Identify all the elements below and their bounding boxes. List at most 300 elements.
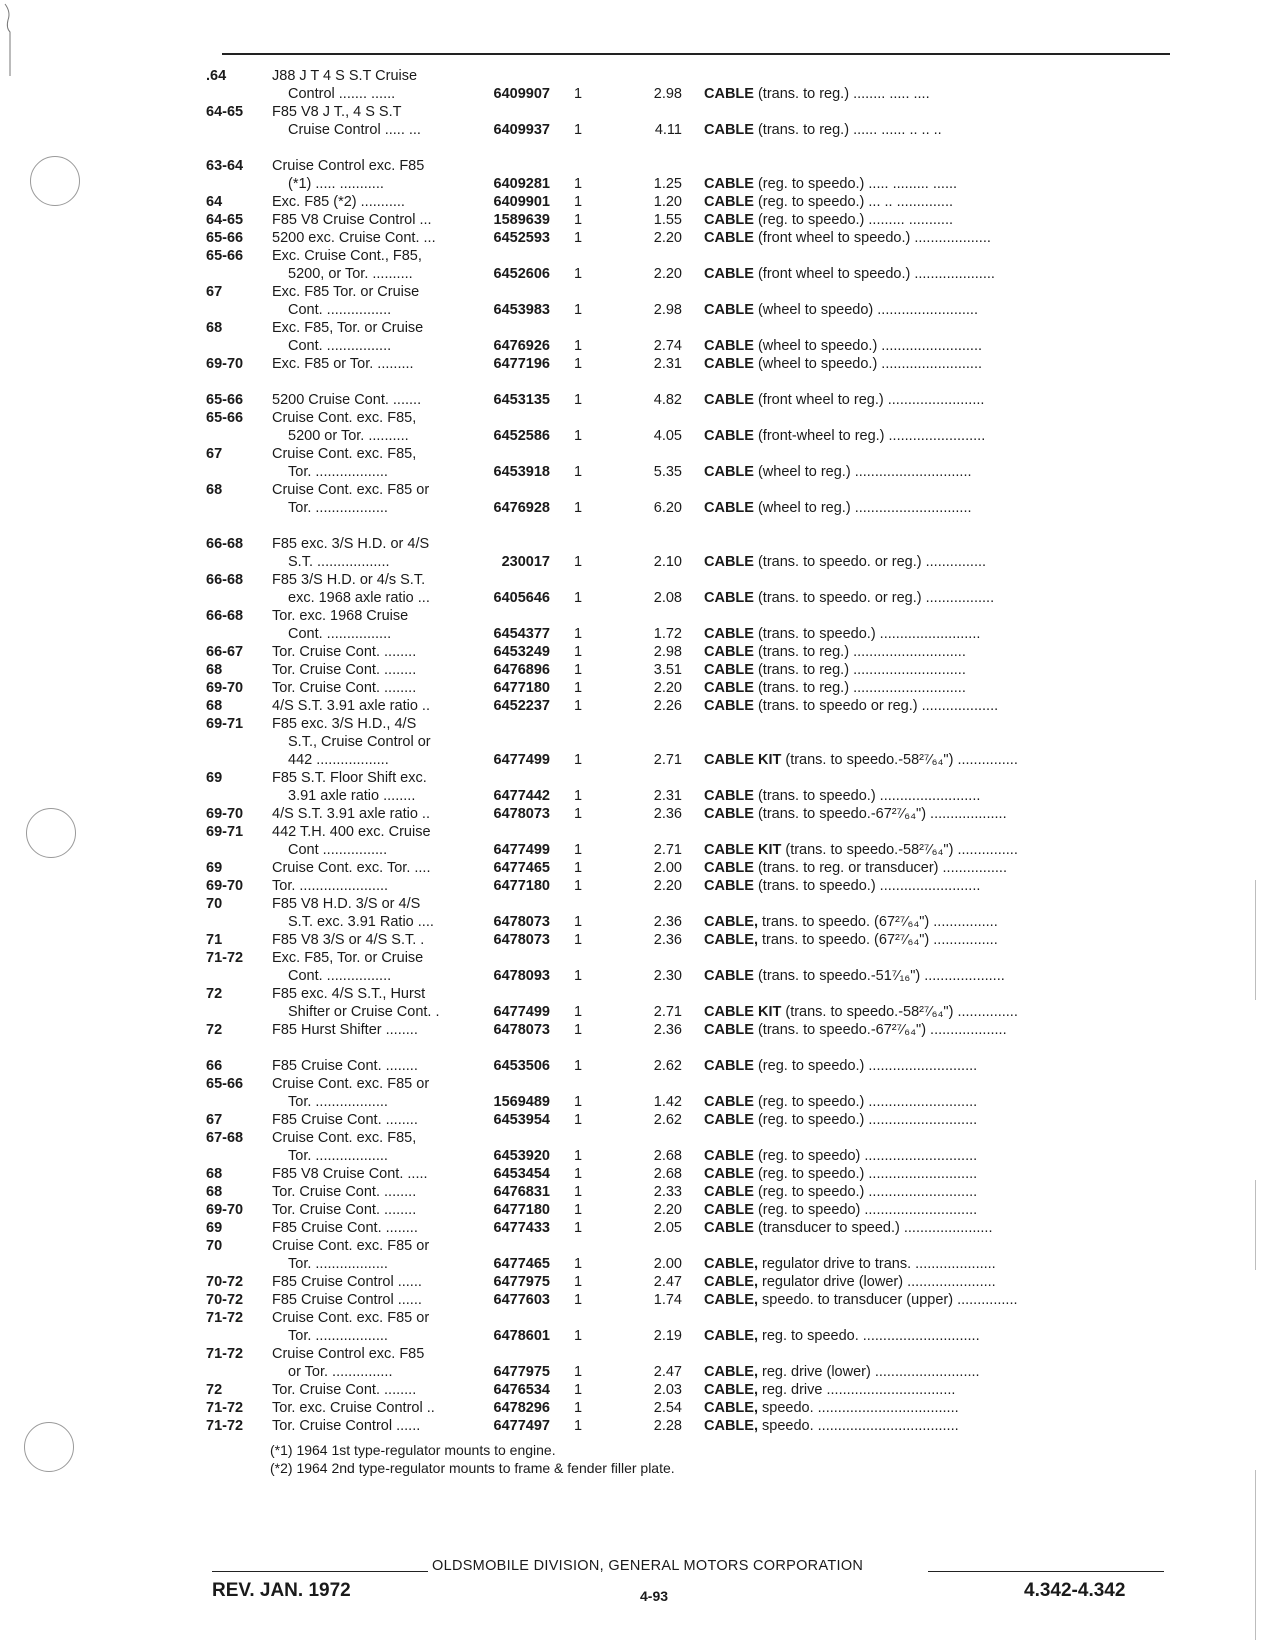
part-name-bold: CABLE	[704, 968, 754, 984]
application-description: S.T. exc. 3.91 Ratio ....	[288, 914, 434, 930]
price: 2.68	[653, 1166, 682, 1182]
part-name	[704, 1380, 1130, 1400]
table-row	[0, 696, 1272, 716]
table-row	[0, 984, 1272, 1004]
model-year: 68	[206, 1166, 223, 1182]
price: 2.20	[653, 230, 682, 246]
quantity: 1	[573, 914, 583, 930]
model-year: 65-66	[206, 248, 244, 264]
part-number: 6478601	[493, 1328, 550, 1344]
part-name-bold: CABLE	[704, 662, 754, 678]
part-name	[704, 462, 1130, 482]
price: 2.47	[653, 1274, 682, 1290]
table-row	[0, 246, 1272, 266]
application-description: F85 Hurst Shifter ........	[272, 1022, 418, 1038]
part-name-detail: (reg. to speedo.) ......... ...........	[753, 212, 954, 228]
model-year: 68	[206, 698, 223, 714]
part-name-bold: CABLE,	[704, 932, 758, 948]
application-description: Tor. exc. Cruise Control ..	[272, 1400, 435, 1416]
part-number: 6452586	[493, 428, 550, 444]
application-description: F85 Cruise Control ......	[272, 1292, 422, 1308]
table-row	[0, 354, 1272, 374]
application-description: 5200 or Tor. ..........	[288, 428, 409, 444]
part-name-detail: reg. drive (lower) ..........................	[757, 1364, 980, 1380]
part-number: 6477975	[493, 1364, 550, 1380]
model-year: 71-72	[206, 950, 244, 966]
model-year: 68	[206, 482, 223, 498]
table-row	[0, 462, 1272, 482]
part-name-bold: CABLE	[704, 266, 754, 282]
table-row	[0, 894, 1272, 914]
part-name-detail: (trans. to speedo. or reg.) ...............	[753, 554, 987, 570]
quantity: 1	[573, 1094, 583, 1110]
part-name-bold: CABLE	[704, 122, 754, 138]
part-name-detail: (trans. to speedo.-58²⁷⁄₆₄") ...............	[781, 1004, 1018, 1020]
table-row	[0, 930, 1272, 950]
price: 4.82	[653, 392, 682, 408]
application-description: Cont. ................	[288, 968, 392, 984]
price: 2.19	[653, 1328, 682, 1344]
table-row	[0, 336, 1272, 356]
part-number: 6452593	[493, 230, 550, 246]
model-year: 70-72	[206, 1274, 244, 1290]
footer-rule-right	[928, 1571, 1164, 1572]
part-name	[704, 930, 1130, 950]
application-description: (*1) ..... ...........	[288, 176, 384, 192]
price: 2.62	[653, 1112, 682, 1128]
price: 2.31	[653, 356, 682, 372]
model-year: 65-66	[206, 410, 244, 426]
table-row	[0, 534, 1272, 554]
part-name	[704, 1182, 1130, 1202]
model-year: 66-68	[206, 572, 244, 588]
part-number: 6453135	[493, 392, 550, 408]
model-year: 71-72	[206, 1418, 244, 1434]
part-number: 6453920	[493, 1148, 550, 1164]
application-description: Cont. ................	[288, 626, 392, 642]
application-description: F85 exc. 3/S H.D. or 4/S	[272, 536, 430, 552]
part-name-detail: (reg. to speedo.) ...........................	[753, 1184, 978, 1200]
quantity: 1	[573, 1148, 583, 1164]
model-year: 71	[206, 932, 223, 948]
part-name-bold: CABLE,	[704, 1418, 758, 1434]
application-description: Tor. Cruise Cont. ........	[272, 1202, 417, 1218]
application-description: 4/S S.T. 3.91 axle ratio ..	[272, 698, 430, 714]
table-row	[0, 1200, 1272, 1220]
part-name-detail: (trans. to speedo.) .........................	[753, 626, 981, 642]
application-description: F85 V8 J T., 4 S S.T	[272, 104, 402, 120]
quantity: 1	[573, 500, 583, 516]
part-name	[704, 1272, 1130, 1292]
model-year: 71-72	[206, 1310, 244, 1326]
quantity: 1	[573, 1202, 583, 1218]
part-number: 6477499	[493, 842, 550, 858]
model-year: 69-70	[206, 680, 244, 696]
application-description: Tor. ..................	[288, 1148, 388, 1164]
part-name	[704, 588, 1130, 608]
table-row	[0, 1128, 1272, 1148]
part-name	[704, 1290, 1130, 1310]
model-year: 68	[206, 320, 223, 336]
part-name	[704, 1020, 1130, 1040]
table-row	[0, 1092, 1272, 1112]
part-name-detail: speedo. to transducer (upper) ...............	[757, 1292, 1018, 1308]
table-row	[0, 228, 1272, 248]
part-name	[704, 1056, 1130, 1076]
table-row	[0, 1164, 1272, 1184]
model-year: 69-70	[206, 806, 244, 822]
application-description: Tor. Cruise Cont. ........	[272, 1382, 417, 1398]
application-description: F85 V8 Cruise Control ...	[272, 212, 432, 228]
price: 2.98	[653, 302, 682, 318]
application-description: or Tor. ...............	[288, 1364, 393, 1380]
application-description: Shifter or Cruise Cont. .	[288, 1004, 440, 1020]
part-name	[704, 210, 1130, 230]
model-year: 70	[206, 896, 223, 912]
application-description: Tor. Cruise Cont. ........	[272, 680, 417, 696]
part-name-bold: CABLE	[704, 464, 754, 480]
model-year: 69-71	[206, 824, 244, 840]
part-name-detail: (trans. to reg.) ...... ...... .. .. ..	[753, 122, 942, 138]
part-name	[704, 1326, 1130, 1346]
model-year: 64-65	[206, 104, 244, 120]
application-description: Control ....... ......	[288, 86, 396, 102]
application-description: F85 Cruise Cont. ........	[272, 1220, 418, 1236]
application-description: Tor. Cruise Cont. ........	[272, 644, 417, 660]
part-name-detail: (trans. to speedo.-58²⁷⁄₆₄") ...............	[781, 752, 1018, 768]
application-description: J88 J T 4 S S.T Cruise	[272, 68, 418, 84]
table-row	[0, 1272, 1272, 1292]
table-row	[0, 1020, 1272, 1040]
application-description: Tor. Cruise Cont. ........	[272, 1184, 417, 1200]
quantity: 1	[573, 1364, 583, 1380]
model-year: 64-65	[206, 212, 244, 228]
part-name-detail: (wheel to speedo) .........................	[753, 302, 978, 318]
table-row	[0, 948, 1272, 968]
price: 1.42	[653, 1094, 682, 1110]
part-name-detail: (reg. to speedo.) ...........................	[753, 1166, 978, 1182]
part-number: 6453454	[493, 1166, 550, 1182]
part-name-bold: CABLE KIT	[704, 1004, 782, 1020]
part-name	[704, 1362, 1130, 1382]
price: 2.33	[653, 1184, 682, 1200]
price: 2.03	[653, 1382, 682, 1398]
part-number: 6453506	[493, 1058, 550, 1074]
part-name	[704, 660, 1130, 680]
part-name-bold: CABLE	[704, 356, 754, 372]
application-description: F85 Cruise Cont. ........	[272, 1058, 418, 1074]
part-name-bold: CABLE,	[704, 1274, 758, 1290]
part-name	[704, 1416, 1130, 1436]
part-name	[704, 1398, 1130, 1418]
part-name	[704, 1164, 1130, 1184]
price: 2.98	[653, 86, 682, 102]
part-name-detail: regulator drive (lower) ......................	[757, 1274, 996, 1290]
price: 2.10	[653, 554, 682, 570]
part-name	[704, 390, 1130, 410]
application-description: Exc. F85 (*2) ...........	[272, 194, 405, 210]
table-row	[0, 1236, 1272, 1256]
part-number: 1589639	[493, 212, 550, 228]
quantity: 1	[573, 1022, 583, 1038]
part-name-bold: CABLE	[704, 1166, 754, 1182]
price: 4.05	[653, 428, 682, 444]
table-row	[0, 84, 1272, 104]
part-name-detail: (trans. to speedo.-67²⁷⁄₆₄") ...................	[753, 1022, 1007, 1038]
table-row	[0, 1398, 1272, 1418]
price: 2.30	[653, 968, 682, 984]
application-description: Tor. exc. 1968 Cruise	[272, 608, 409, 624]
application-description: Tor. ..................	[288, 1256, 388, 1272]
price: 2.36	[653, 914, 682, 930]
quantity: 1	[573, 122, 583, 138]
table-row	[0, 876, 1272, 896]
price: 2.36	[653, 1022, 682, 1038]
part-name	[704, 300, 1130, 320]
model-year: 70-72	[206, 1292, 244, 1308]
price: 2.47	[653, 1364, 682, 1380]
part-name	[704, 1110, 1130, 1130]
part-name-bold: CABLE	[704, 860, 754, 876]
table-row	[0, 1182, 1272, 1202]
model-year: 72	[206, 986, 223, 1002]
part-name-bold: CABLE	[704, 1058, 754, 1074]
table-row	[0, 1074, 1272, 1094]
part-number: 6478073	[493, 914, 550, 930]
part-name	[704, 678, 1130, 698]
part-name-bold: CABLE	[704, 806, 754, 822]
table-row	[0, 300, 1272, 320]
quantity: 1	[573, 1256, 583, 1272]
part-name	[704, 552, 1130, 572]
part-name-detail: (trans. to speedo.-58²⁷⁄₆₄") ...............	[781, 842, 1018, 858]
part-number: 6478296	[493, 1400, 550, 1416]
price: 4.11	[654, 122, 682, 138]
part-number: 6477180	[493, 680, 550, 696]
part-name-bold: CABLE	[704, 698, 754, 714]
quantity: 1	[573, 428, 583, 444]
part-name-detail: (reg. to speedo) ............................	[753, 1148, 978, 1164]
table-row	[0, 1218, 1272, 1238]
application-description: Cruise Control exc. F85	[272, 158, 425, 174]
part-name-detail: (front wheel to speedo.) ...................	[753, 230, 991, 246]
application-description: Exc. F85 Tor. or Cruise	[272, 284, 420, 300]
part-number: 6476534	[493, 1382, 550, 1398]
part-name-bold: CABLE,	[704, 1256, 758, 1272]
quantity: 1	[573, 860, 583, 876]
part-name	[704, 84, 1130, 104]
part-name	[704, 750, 1130, 770]
part-name-bold: CABLE	[704, 1202, 754, 1218]
quantity: 1	[573, 176, 583, 192]
quantity: 1	[573, 1418, 583, 1434]
part-name	[704, 1002, 1130, 1022]
part-name	[704, 642, 1130, 662]
part-name	[704, 1092, 1130, 1112]
model-year: 69-70	[206, 1202, 244, 1218]
price: 2.20	[653, 1202, 682, 1218]
application-description: 442 T.H. 400 exc. Cruise	[272, 824, 431, 840]
part-number: 230017	[501, 554, 550, 570]
part-name-detail: (wheel to reg.) .............................	[753, 500, 972, 516]
table-row	[0, 480, 1272, 500]
price: 1.20	[653, 194, 682, 210]
table-row	[0, 1146, 1272, 1166]
model-year: 69	[206, 860, 223, 876]
part-name-bold: CABLE	[704, 1148, 754, 1164]
table-row	[0, 660, 1272, 680]
model-year: 66-68	[206, 536, 244, 552]
part-name-bold: CABLE	[704, 428, 754, 444]
part-name	[704, 120, 1130, 140]
model-year: 68	[206, 662, 223, 678]
part-number: 6452606	[493, 266, 550, 282]
model-year: 72	[206, 1382, 223, 1398]
application-description: Tor. Cruise Control ......	[272, 1418, 421, 1434]
table-row	[0, 408, 1272, 428]
price: 2.68	[653, 1148, 682, 1164]
part-name-detail: (front-wheel to reg.) ........................	[753, 428, 986, 444]
part-number: 6477180	[493, 1202, 550, 1218]
application-description: 5200, or Tor. ..........	[288, 266, 413, 282]
price: 2.20	[653, 266, 682, 282]
table-row	[0, 1290, 1272, 1310]
price: 2.74	[653, 338, 682, 354]
part-number: 6477465	[493, 1256, 550, 1272]
quantity: 1	[573, 212, 583, 228]
quantity: 1	[573, 842, 583, 858]
part-number: 6478093	[493, 968, 550, 984]
quantity: 1	[573, 1184, 583, 1200]
part-name-detail: (reg. to speedo.) ... .. ..............	[753, 194, 954, 210]
table-row	[0, 498, 1272, 518]
quantity: 1	[573, 878, 583, 894]
part-name-bold: CABLE	[704, 1022, 754, 1038]
part-name-bold: CABLE	[704, 500, 754, 516]
price: 2.62	[653, 1058, 682, 1074]
application-description: F85 S.T. Floor Shift exc.	[272, 770, 427, 786]
table-row	[0, 588, 1272, 608]
application-description: S.T., Cruise Control or	[288, 734, 431, 750]
part-name	[704, 1218, 1130, 1238]
part-name-detail: (trans. to speedo. or reg.) .................	[753, 590, 995, 606]
part-name-bold: CABLE,	[704, 1328, 758, 1344]
model-year: 71-72	[206, 1400, 244, 1416]
price: 3.51	[653, 662, 682, 678]
quantity: 1	[573, 554, 583, 570]
part-name-detail: (trans. to reg.) ............................	[753, 644, 966, 660]
model-year: 64	[206, 194, 223, 210]
part-name-detail: (wheel to speedo.) .........................	[753, 356, 983, 372]
application-description: Exc. F85 or Tor. .........	[272, 356, 414, 372]
model-year: 68	[206, 1184, 223, 1200]
model-year: 69	[206, 770, 223, 786]
part-name-bold: CABLE,	[704, 1292, 758, 1308]
part-name-detail: (reg. to speedo.) ...........................	[753, 1058, 978, 1074]
model-year: 66	[206, 1058, 223, 1074]
price: 2.05	[653, 1220, 682, 1236]
price: 2.98	[653, 644, 682, 660]
application-description: S.T. ..................	[288, 554, 390, 570]
quantity: 1	[573, 1166, 583, 1182]
footer-page-number: 4-93	[640, 1588, 669, 1604]
table-row	[0, 1326, 1272, 1346]
price: 1.55	[653, 212, 682, 228]
part-number: 6453954	[493, 1112, 550, 1128]
table-row	[0, 966, 1272, 986]
model-year: 65-66	[206, 1076, 244, 1092]
part-name	[704, 228, 1130, 248]
part-name-detail: trans. to speedo. (67²⁷⁄₆₄") ................	[757, 914, 998, 930]
part-name	[704, 174, 1130, 194]
table-row	[0, 390, 1272, 410]
part-name	[704, 336, 1130, 356]
part-name	[704, 696, 1130, 716]
part-number: 6454377	[493, 626, 550, 642]
part-name	[704, 1254, 1130, 1274]
quantity: 1	[573, 1400, 583, 1416]
price: 2.71	[653, 752, 682, 768]
price: 2.71	[653, 1004, 682, 1020]
application-description: Cruise Cont. exc. Tor. ....	[272, 860, 431, 876]
application-description: Tor. ......................	[272, 878, 389, 894]
price: 1.25	[653, 176, 682, 192]
part-name-bold: CABLE	[704, 1184, 754, 1200]
footnote-1: (*1) 1964 1st type-regulator mounts to engine.	[270, 1442, 556, 1458]
model-year: 72	[206, 1022, 223, 1038]
table-row	[0, 1416, 1272, 1436]
part-name-detail: (wheel to reg.) .............................	[753, 464, 972, 480]
table-row	[0, 120, 1272, 140]
part-number: 6477465	[493, 860, 550, 876]
application-description: F85 V8 H.D. 3/S or 4/S	[272, 896, 421, 912]
quantity: 1	[573, 590, 583, 606]
application-description: Cruise Cont. exc. F85,	[272, 410, 417, 426]
part-number: 6477975	[493, 1274, 550, 1290]
part-name-bold: CABLE	[704, 554, 754, 570]
price: 2.00	[653, 1256, 682, 1272]
quantity: 1	[573, 680, 583, 696]
part-number: 6409907	[493, 86, 550, 102]
application-description: Tor. ..................	[288, 1094, 388, 1110]
table-row	[0, 642, 1272, 662]
table-row	[0, 858, 1272, 878]
part-name-bold: CABLE	[704, 626, 754, 642]
quantity: 1	[573, 392, 583, 408]
table-row	[0, 1056, 1272, 1076]
application-description: Cruise Cont. exc. F85 or	[272, 1310, 430, 1326]
part-name	[704, 264, 1130, 284]
application-description: Cruise Control exc. F85	[272, 1346, 425, 1362]
model-year: 65-66	[206, 392, 244, 408]
table-row	[0, 1344, 1272, 1364]
part-name-bold: CABLE	[704, 644, 754, 660]
price: 2.31	[653, 788, 682, 804]
application-description: 4/S S.T. 3.91 axle ratio ..	[272, 806, 430, 822]
table-row	[0, 210, 1272, 230]
application-description: Cruise Cont. exc. F85,	[272, 1130, 417, 1146]
price: 5.35	[653, 464, 682, 480]
table-row	[0, 192, 1272, 212]
part-name	[704, 966, 1130, 986]
model-year: 69	[206, 1220, 223, 1236]
application-description: F85 exc. 3/S H.D., 4/S	[272, 716, 417, 732]
table-row	[0, 1362, 1272, 1382]
part-name	[704, 786, 1130, 806]
model-year: 70	[206, 1238, 223, 1254]
quantity: 1	[573, 266, 583, 282]
part-name-detail: (reg. to speedo) ............................	[753, 1202, 978, 1218]
